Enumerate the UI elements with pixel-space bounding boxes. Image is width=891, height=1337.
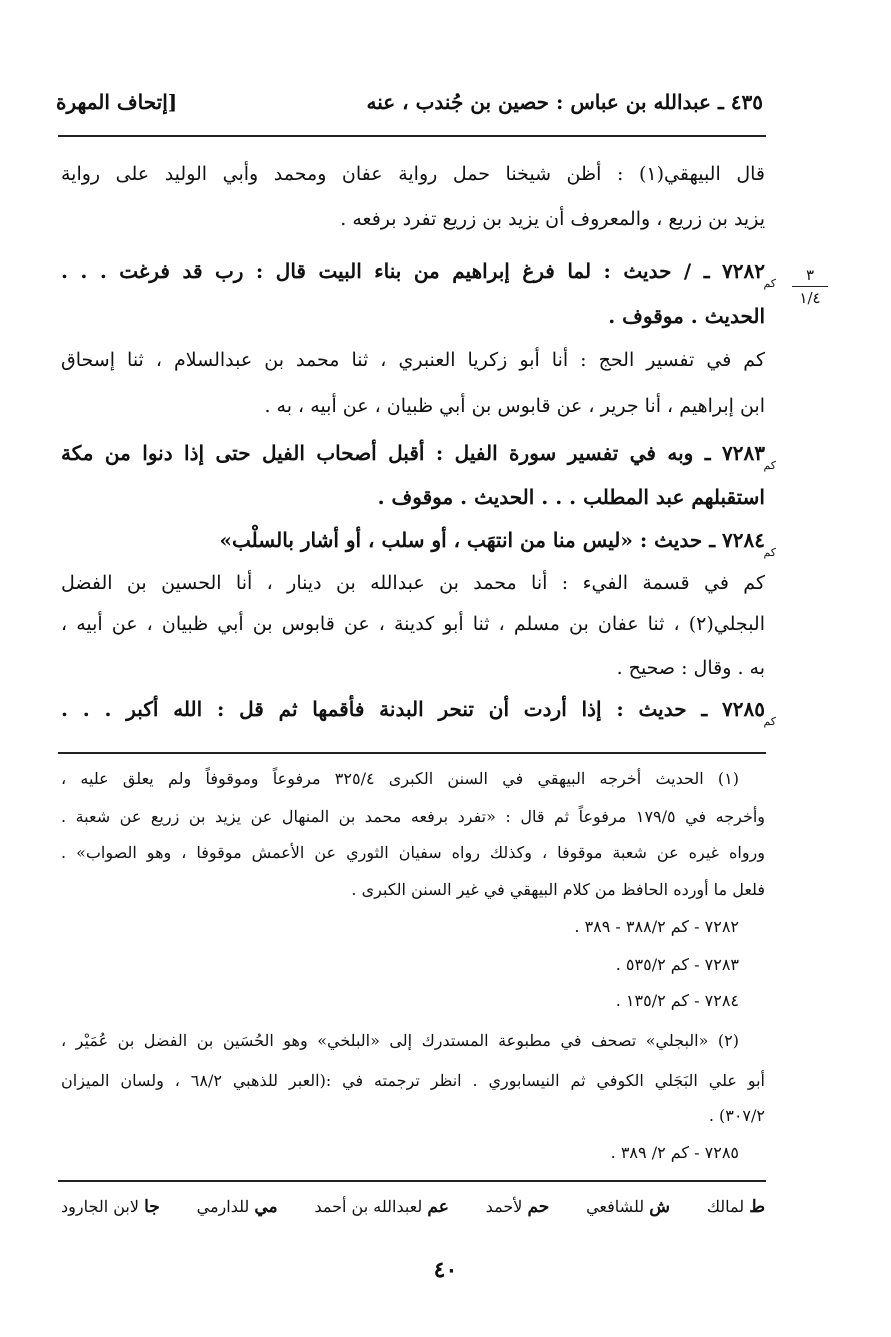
footnote-line: ٧٢٨٢ - كم ٣٨٨/٢ - ٣٨٩ .	[574, 917, 739, 936]
footnote-line: ٧٢٨٥ - كم ٢/ ٣٨٩ .	[610, 1143, 739, 1162]
abbreviation-item	[61, 1192, 160, 1222]
page-number: ٤٠	[433, 1257, 458, 1283]
text-line: استقبلهم عبد المطلب . . . الحديث . موقوف .	[377, 485, 765, 509]
abbreviation-item	[197, 1192, 278, 1222]
footnote-line: ورواه غيره عن شعبة موقوفا ، وكذلك رواه سفيان الثوري عن الأعمش موقوفا ، وهو الصواب» .	[61, 843, 765, 862]
text-line: ابن إبراهيم ، أنا جرير ، عن قابوس بن أبي ظبيان ، عن أبيه ، به .	[264, 395, 765, 417]
abbreviation-name: لمالك	[706, 1197, 745, 1216]
abbreviation-code: حم	[527, 1197, 550, 1217]
abbreviation-code: مي	[254, 1197, 278, 1217]
source-marker: كم	[763, 459, 776, 472]
text-line: قال البيهقي(١) : أظن شيخنا حمل رواية عفان ومحمد وأبي الوليد على رواية	[61, 163, 765, 185]
text-line: ٧٢٨٢ ـ / حديث : لما فرغ إبراهيم من بناء البيت قال : رب قد فرغت . . .	[61, 259, 765, 283]
source-marker: كم	[763, 546, 776, 559]
margin-ref-bottom: ١/٤	[799, 289, 821, 307]
running-header-title: ٤٣٥ ـ عبدالله بن عباس : حصين بن جُندب ، عنه	[366, 90, 763, 114]
abbreviation-name: لأحمد	[485, 1197, 523, 1216]
header-rule	[58, 135, 766, 137]
source-marker: كم	[763, 715, 776, 728]
margin-manuscript-ref	[788, 266, 832, 307]
margin-ref-top: ٣	[805, 266, 815, 284]
abbreviation-name: لابن الجارود	[61, 1197, 139, 1216]
text-line: ٧٢٨٥ ـ حديث : إذا أردت أن تنحر البدنة فأقمها ثم قل : الله أكبر . . .	[61, 697, 765, 721]
footnote-line: أبو علي البَجَلي الكوفي ثم النيسابوري . انظر ترجمته في :(العبر للذهبي ٦٨/٢ ، ولسان الميزان	[61, 1071, 766, 1090]
abbreviation-code: جا	[144, 1197, 160, 1217]
text-line: كم في قسمة الفيء : أنا محمد بن عبدالله بن دينار ، أنا الحسين بن الفضل	[61, 572, 765, 594]
abbreviation-name: للشافعي	[586, 1197, 645, 1216]
running-header-book: [إتحاف المهرة	[56, 90, 178, 114]
abbreviation-item	[314, 1192, 448, 1222]
text-line: يزيد بن زريع ، والمعروف أن يزيد بن زريع تفرد برفعه .	[340, 208, 765, 230]
source-marker: كم	[763, 277, 776, 290]
footnote-line: (١) الحديث أخرجه البيهقي في السنن الكبرى ٣٢٥/٤ مرفوعاً وموقوفاً ولم يعلق عليه ،	[61, 769, 740, 788]
footnote-line: وأخرجه في ١٧٩/٥ مرفوعاً ثم قال : «تفرد برفعه محمد بن المنهال عن يزيد بن زريع عن شعبة .	[61, 807, 765, 826]
abbreviation-name: للدارمي	[196, 1197, 250, 1216]
abbreviation-code: عم	[427, 1197, 449, 1217]
footnote-line: ٧٢٨٤ - كم ١٣٥/٢ .	[615, 991, 739, 1010]
abbreviation-item	[586, 1192, 670, 1222]
footnote-line: (٢) «البجلي» تصحف في مطبوعة المستدرك إلى «البلخي» وهو الحُسَين بن الفضل بن عُمَيْر ،	[61, 1031, 739, 1050]
footnote-line: ٣٠٧/٢) .	[708, 1106, 765, 1125]
text-line: ٧٢٨٣ ـ وبه في تفسير سورة الفيل : أقبل أصحاب الفيل حتى إذا دنوا من مكة	[61, 441, 765, 465]
abbreviation-name: لعبدالله بن أحمد	[314, 1197, 423, 1216]
footnote-line: ٧٢٨٣ - كم ٥٣٥/٢ .	[615, 955, 739, 974]
abbreviation-code: ش	[649, 1197, 670, 1217]
text-line: به . وقال : صحيح .	[616, 657, 765, 679]
footnote-line: فلعل ما أورده الحافظ من كلام البيهقي في غير السنن الكبرى .	[351, 880, 765, 899]
text-line: البجلي(٢) ، ثنا عفان بن مسلم ، ثنا أبو كدينة ، عن قابوس بن أبي ظبيان ، عن أبيه ،	[61, 613, 765, 635]
footnote-rule	[58, 752, 766, 754]
margin-ref-bar	[792, 286, 828, 287]
abbreviation-code: ط	[749, 1197, 765, 1217]
text-line: ٧٢٨٤ ـ حديث : «ليس منا من انتهَب ، أو سلب ، أو أشار بالسلْب»	[219, 528, 765, 552]
abbreviation-item	[707, 1192, 765, 1222]
abbreviation-key	[61, 1192, 765, 1222]
abbreviation-rule	[58, 1180, 766, 1182]
abbreviation-item	[486, 1192, 550, 1222]
text-line: كم في تفسير الحج : أنا أبو زكريا العنبري ، ثنا محمد بن عبدالسلام ، ثنا إسحاق	[61, 349, 765, 371]
text-line: الحديث . موقوف .	[608, 304, 765, 328]
